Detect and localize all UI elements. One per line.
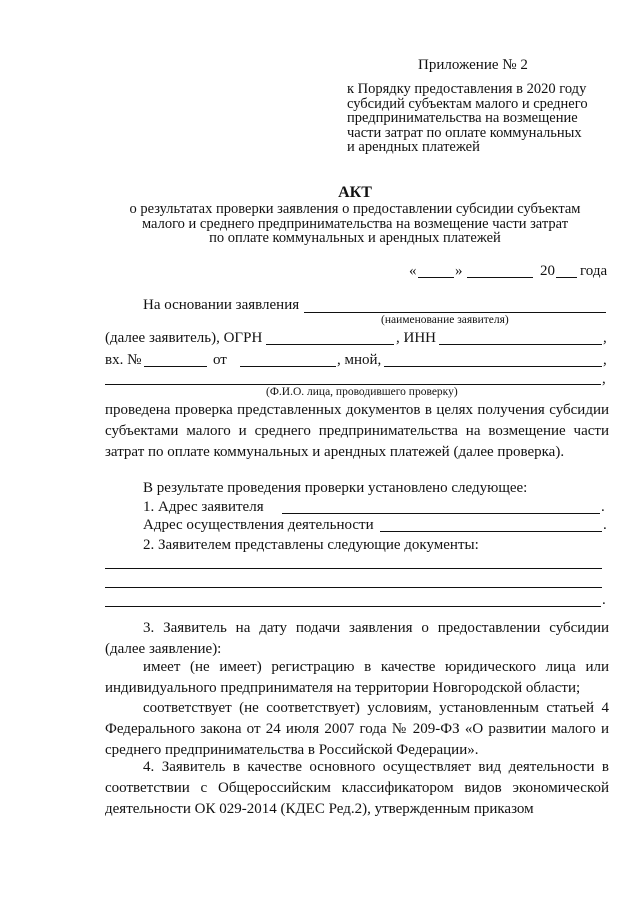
date-year-field[interactable] xyxy=(556,277,577,278)
inspector-name-hint: (Ф.И.О. лица, проводившего проверку) xyxy=(266,386,458,398)
period: . xyxy=(603,517,607,533)
order-line: части затрат по оплате коммунальных xyxy=(347,124,582,141)
activity-address-field[interactable] xyxy=(380,531,602,532)
results-intro: В результате проведения проверки установлено следующее: xyxy=(143,480,528,496)
applicant-name-hint: (наименование заявителя) xyxy=(381,314,509,326)
documents-field-line-1[interactable] xyxy=(105,568,602,569)
appendix-label: Приложение № 2 xyxy=(418,57,528,73)
applicant-name-field[interactable] xyxy=(304,312,606,313)
applicant-address-field[interactable] xyxy=(282,513,600,514)
subtitle-line: о результатах проверки заявления о предоставлении субсидии субъектам xyxy=(129,201,581,217)
order-line: к Порядку предоставления в 2020 году xyxy=(347,81,587,97)
documents-field-line-3[interactable] xyxy=(105,606,601,607)
incoming-number-field[interactable] xyxy=(144,366,207,367)
incoming-number-label: вх. № xyxy=(105,352,142,368)
documents-field-line-2[interactable] xyxy=(105,587,602,588)
item-4-activity: 4. Заявитель в качестве основного осуществляет вид деятельности в соответствии с Общероссийским классификатором видов экономической деятельности ОК 029-2014 (КДЕС Ред.2), утвержденным приказом xyxy=(105,759,609,817)
paragraph-check-performed: проведена проверка представленных документов в целях получения субсидии субъектами малого и среднего предпринимательства на возмещение части затрат по оплате коммунальных и арендных платежей (далее проверка). xyxy=(105,402,609,460)
based-on-label: На основании заявления xyxy=(143,297,300,313)
period: . xyxy=(602,592,606,608)
subtitle-line: по оплате коммунальных и арендных платежей xyxy=(209,230,501,246)
item-3-registration: имеет (не имеет) регистрацию в качестве юридического лица или индивидуального предпринимателя на территории Новгородской области; xyxy=(105,659,609,696)
applicant-address-label: 1. Адрес заявителя xyxy=(143,499,264,515)
documents-label: 2. Заявителем представлены следующие документы: xyxy=(143,537,479,553)
subtitle-line: малого и среднего предпринимательства на возмещение части затрат xyxy=(141,215,569,232)
order-line: и арендных платежей xyxy=(347,139,480,155)
incoming-date-field[interactable] xyxy=(240,366,336,367)
period: . xyxy=(601,499,605,515)
document-title: АКТ xyxy=(338,184,372,201)
activity-address-label: Адрес осуществления деятельности xyxy=(143,517,374,533)
date-year-suffix: года xyxy=(580,263,608,279)
date-year-prefix: 20 xyxy=(540,263,555,279)
by-me-field[interactable] xyxy=(384,366,602,367)
ogrn-field[interactable] xyxy=(266,344,394,345)
date-day-field[interactable] xyxy=(418,277,454,278)
date-close-quote: » xyxy=(455,263,463,279)
item-3-intro: 3. Заявитель на дату подачи заявления о предоставлении субсидии (далее заявление): xyxy=(105,620,609,657)
inn-field[interactable] xyxy=(439,344,602,345)
document-subtitle xyxy=(120,202,590,246)
from-label: от xyxy=(213,352,227,368)
order-line: субсидий субъектам малого и среднего xyxy=(347,95,588,112)
trailing-comma: , xyxy=(603,352,607,368)
date-month-field[interactable] xyxy=(467,277,533,278)
inn-label: , ИНН xyxy=(396,330,436,346)
trailing-comma: , xyxy=(603,330,607,346)
order-line: предпринимательства на возмещение xyxy=(347,110,578,126)
by-me-label: , мной, xyxy=(337,352,382,368)
order-reference xyxy=(347,82,622,155)
date-open-quote: « xyxy=(409,263,417,279)
item-3-conformity: соответствует (не соответствует) условиям, установленным статьей 4 Федерального закона от 24 июля 2007 года № 209-ФЗ «О развитии малого и среднего предпринимательства в Российской Федерации». xyxy=(105,700,609,758)
trailing-comma: , xyxy=(602,371,606,387)
inspector-name-field[interactable] xyxy=(105,384,601,385)
applicant-ogrn-label: (далее заявитель), ОГРН xyxy=(105,330,263,346)
